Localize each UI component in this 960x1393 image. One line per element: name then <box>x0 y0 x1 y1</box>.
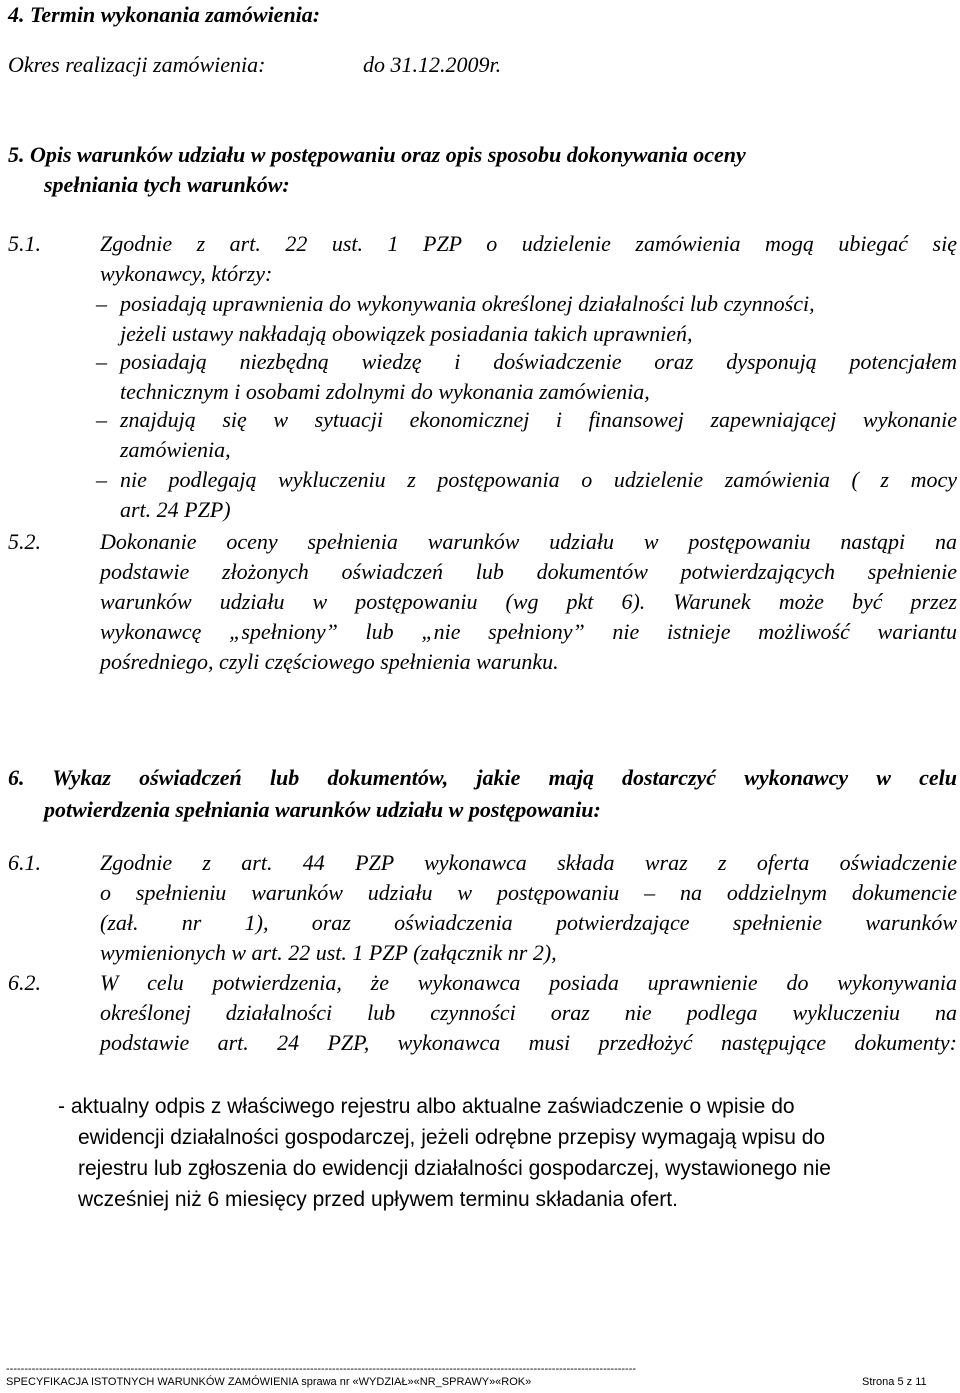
document-item-line2: ewidencji działalności gospodarczej, jeżeli odrębne przepisy wymagają wpisu do <box>78 1126 826 1149</box>
item-6-2-number: 6.2. <box>8 970 41 995</box>
bullet-2-line1: posiadają niezbędną wiedzę i doświadczenie oraz dysponują potencjałem <box>120 349 957 374</box>
period-label: Okres realizacji zamówienia: <box>8 52 266 77</box>
bullet-4-line1: nie podlegają wykluczeniu z postępowania o udzielenie zamówienia ( z mocy <box>120 467 957 492</box>
section-6-heading-line2: potwierdzenia spełniania warunków udziału w postępowaniu: <box>44 797 601 822</box>
item-6-1-number: 6.1. <box>8 850 41 875</box>
document-item-line1: - aktualny odpis z właściwego rejestru albo aktualne zaświadczenie o wpisie do <box>58 1095 795 1118</box>
item-5-2-number: 5.2. <box>8 529 41 554</box>
item-6-2-line1: W celu potwierdzenia, że wykonawca posiada uprawnienie do wykonywania <box>100 970 957 995</box>
document-item-line3: rejestru lub zgłoszenia do ewidencji działalności gospodarczej, wystawionego nie <box>78 1157 831 1180</box>
section-5-heading-line2: spełniania tych warunków: <box>44 172 290 197</box>
bullet-dash: – <box>96 407 107 432</box>
footer-title: SPECYFIKACJA ISTOTNYCH WARUNKÓW ZAMÓWIENIA sprawa nr «WYDZIAŁ»«NR_SPRAWY»«ROK» <box>6 1376 532 1388</box>
section-5-heading-line1: 5. Opis warunków udziału w postępowaniu oraz opis sposobu dokonywania oceny <box>8 142 746 167</box>
item-6-2-line2: określonej działalności lub czynności oraz nie podlega wykluczeniu na <box>100 1000 957 1025</box>
item-5-1-line1: Zgodnie z art. 22 ust. 1 PZP o udzielenie zamówienia mogą ubiegać się <box>100 231 957 256</box>
bullet-3-line2: zamówienia, <box>120 437 231 462</box>
footer-page-number: Strona 5 z 11 <box>862 1376 927 1388</box>
document-item-line4: wcześniej niż 6 miesięcy przed upływem terminu składania ofert. <box>78 1188 678 1211</box>
section-4-heading: 4. Termin wykonania zamówienia: <box>8 2 321 27</box>
item-6-1-line1: Zgodnie z art. 44 PZP wykonawca składa wraz z oferta oświadczenie <box>100 850 957 875</box>
item-5-1-line2: wykonawcy, którzy: <box>100 261 273 286</box>
item-5-2-line5: pośredniego, czyli częściowego spełnienia warunku. <box>100 649 559 674</box>
bullet-2-line2: technicznym i osobami zdolnymi do wykonania zamówienia, <box>120 379 650 404</box>
item-6-2-line3: podstawie art. 24 PZP, wykonawca musi przedłożyć następujące dokumenty: <box>100 1030 957 1055</box>
bullet-3-line1: znajdują się w sytuacji ekonomicznej i finansowej zapewniającej wykonanie <box>120 407 957 432</box>
item-5-1-number: 5.1. <box>8 231 41 256</box>
bullet-1-line2: jeżeli ustawy nakładają obowiązek posiadania takich uprawnień, <box>120 321 693 346</box>
item-6-1-line2: o spełnieniu warunków udziału w postępowaniu – na oddzielnym dokumencie <box>100 880 957 905</box>
footer-separator: ---------------------------------------------------------------------------------------------------------------------------------------------------------------------------- <box>6 1363 637 1375</box>
item-6-1-line3: (zał. nr 1), oraz oświadczenia potwierdzające spełnienie warunków <box>100 910 957 935</box>
bullet-dash: – <box>96 467 107 492</box>
item-5-2-line4: wykonawcę „spełniony” lub „nie spełniony” nie istnieje możliwość wariantu <box>100 619 957 644</box>
period-value: do 31.12.2009r. <box>363 52 502 77</box>
item-6-1-line4: wymienionych w art. 22 ust. 1 PZP (załącznik nr 2), <box>100 940 557 965</box>
section-6-heading-line1: 6. Wykaz oświadczeń lub dokumentów, jakie mają dostarczyć wykonawcy w celu <box>8 765 957 790</box>
bullet-4-line2: art. 24 PZP) <box>120 497 231 522</box>
bullet-dash: – <box>96 291 107 316</box>
item-5-2-line1: Dokonanie oceny spełnienia warunków udziału w postępowaniu nastąpi na <box>100 529 957 554</box>
item-5-2-line2: podstawie złożonych oświadczeń lub dokumentów potwierdzających spełnienie <box>100 559 957 584</box>
bullet-dash: – <box>96 349 107 374</box>
item-5-2-line3: warunków udziału w postępowaniu (wg pkt 6). Warunek może być przez <box>100 589 957 614</box>
bullet-1-line1: posiadają uprawnienia do wykonywania określonej działalności lub czynności, <box>120 291 815 316</box>
